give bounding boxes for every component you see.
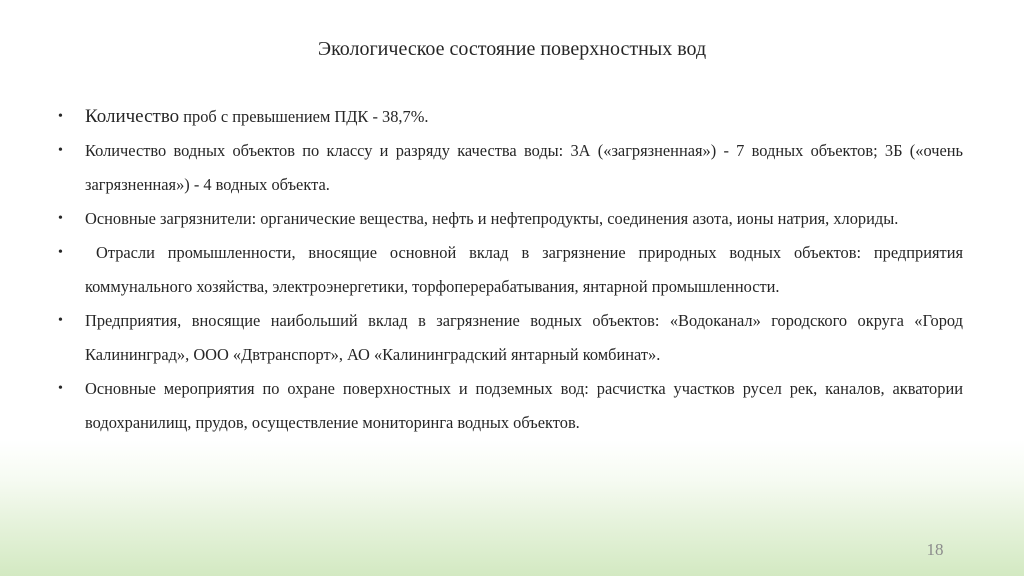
bullet-list — [58, 100, 963, 440]
bullet-marker: • — [58, 109, 63, 124]
bullet-item — [58, 304, 963, 372]
bullet-text: Основные загрязнители: органические вещества, нефть и нефтепродукты, соединения азота, ионы натрия, хлориды. — [85, 209, 899, 228]
bullet-marker: • — [58, 245, 63, 260]
bullet-marker: • — [58, 313, 63, 328]
bullet-text: Отрасли промышленности, вносящие основной вклад в загрязнение природных водных объектов: предприятия коммунального хозяйства, электроэнергетики, торфоперерабатывания, янтарной промышленности. — [85, 243, 963, 296]
bullet-marker: • — [58, 211, 63, 226]
bullet-item — [58, 372, 963, 440]
bullet-lead-text: Количество — [85, 106, 180, 127]
bullet-item — [58, 100, 963, 134]
slide-title: Экологическое состояние поверхностных вод — [317, 38, 707, 60]
bullet-text: Количество водных объектов по классу и разряду качества воды: 3А («загрязненная») - 7 водных объектов; 3Б («очень загрязненная») - 4 водных объекта. — [85, 141, 963, 194]
bullet-item — [58, 202, 963, 236]
bullet-item — [58, 236, 963, 304]
bullet-text: проб с превышением ПДК - 38,7%. — [179, 107, 429, 126]
bullet-text: Основные мероприятия по охране поверхностных и подземных вод: расчистка участков русел рек, каналов, акватории водохранилищ, прудов, осуществление мониторинга водных объектов. — [85, 379, 963, 432]
bullet-item — [58, 134, 963, 202]
page-number: 18 — [926, 540, 944, 559]
bullet-marker: • — [58, 143, 63, 158]
bullet-marker: • — [58, 381, 63, 396]
bullet-text: Предприятия, вносящие наибольший вклад в загрязнение водных объектов: «Водоканал» городского округа «Город Калининград», ООО «Двтранспорт», АО «Калининградский янтарный комбинат». — [85, 311, 963, 364]
